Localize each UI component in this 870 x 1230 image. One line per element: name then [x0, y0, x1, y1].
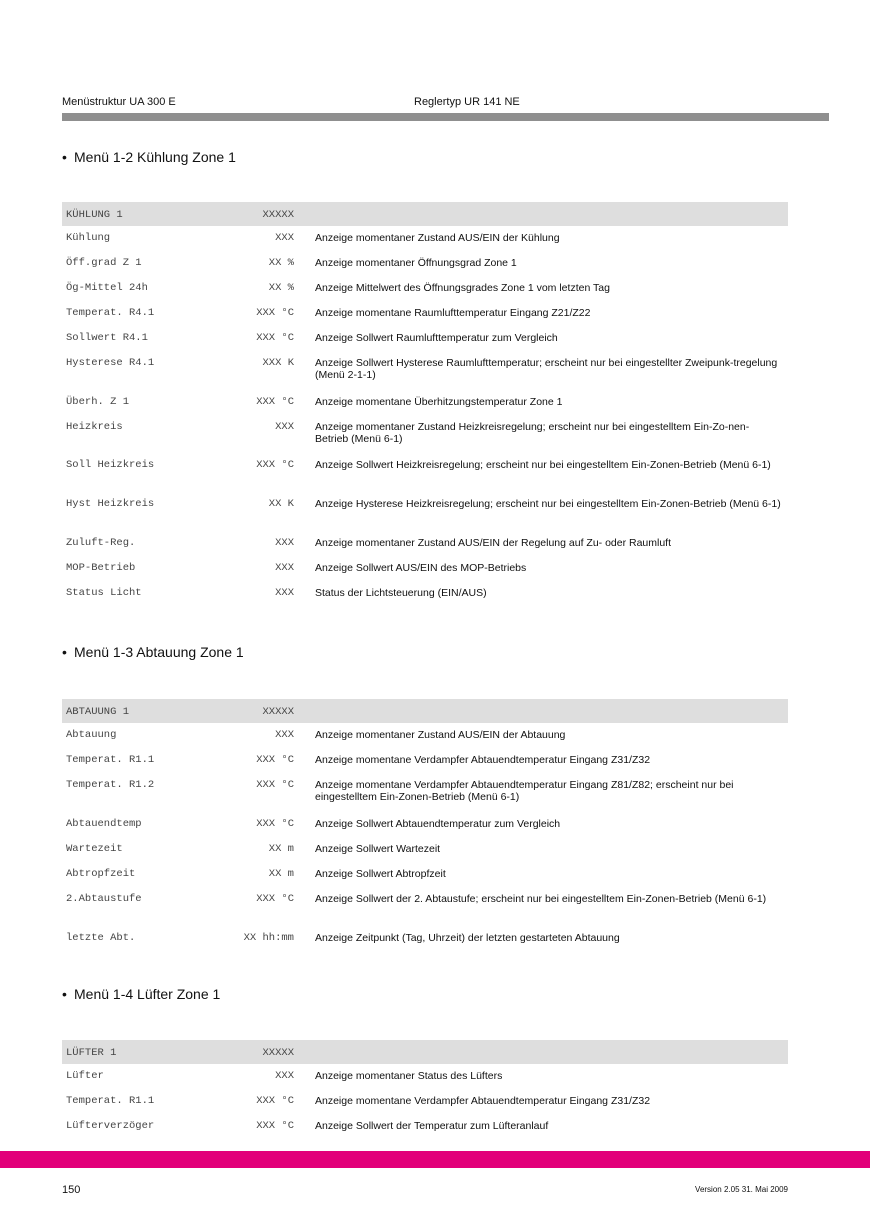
- row-description: Anzeige Sollwert Wartezeit: [315, 843, 441, 855]
- row-name: Ög-Mittel 24h: [66, 282, 148, 294]
- table-row: [62, 415, 788, 453]
- table-row: [62, 453, 788, 492]
- row-name: Abtropfzeit: [66, 868, 136, 880]
- row-value: XXX: [275, 1070, 294, 1082]
- table-header: [62, 699, 788, 723]
- row-name: Wartezeit: [66, 843, 123, 855]
- table-row: [62, 773, 788, 812]
- row-value: XXX °C: [256, 1095, 294, 1107]
- row-description: Anzeige Sollwert AUS/EIN des MOP-Betriebs: [315, 562, 527, 574]
- row-value: XXX: [275, 537, 294, 549]
- row-name: Öff.grad Z 1: [66, 257, 142, 269]
- header-name: ABTAUUNG 1: [66, 706, 130, 718]
- table-row: [62, 326, 788, 351]
- row-name: Temperat. R1.1: [66, 1095, 155, 1107]
- row-description: Anzeige Hysterese Heizkreisregelung; erscheint nur bei eingestelltem Ein-Zonen-Betrieb (Menü 6-1): [315, 498, 781, 510]
- row-description: Anzeige momentane Verdampfer Abtauendtemperatur Eingang Z31/Z32: [315, 1095, 651, 1107]
- table-row: [62, 301, 788, 326]
- table-row: [62, 812, 788, 837]
- row-name: Zuluft-Reg.: [66, 537, 136, 549]
- menu-table: [62, 699, 788, 951]
- row-name: Abtauendtemp: [66, 818, 142, 830]
- table-row: [62, 251, 788, 276]
- table-row: [62, 390, 788, 415]
- table-row: [62, 556, 788, 581]
- table-row: [62, 226, 788, 251]
- row-name: Temperat. R1.2: [66, 779, 155, 791]
- row-description: Anzeige momentaner Zustand AUS/EIN der Regelung auf Zu- oder Raumluft: [315, 537, 672, 549]
- header-center: Reglertyp UR 141 NE: [414, 96, 520, 108]
- row-name: Sollwert R4.1: [66, 332, 148, 344]
- row-description: Anzeige Sollwert Raumlufttemperatur zum Vergleich: [315, 332, 558, 344]
- row-value: XXX °C: [256, 754, 294, 766]
- table-row: [62, 276, 788, 301]
- table-row: [62, 887, 788, 926]
- row-name: Status Licht: [66, 587, 142, 599]
- row-name: Kühlung: [66, 232, 111, 244]
- row-name: Abtauung: [66, 729, 117, 741]
- row-value: XXX: [275, 562, 294, 574]
- table-header: [62, 1040, 788, 1064]
- table-row: [62, 926, 788, 951]
- row-value: XXX °C: [256, 818, 294, 830]
- table-row: [62, 748, 788, 773]
- row-name: Temperat. R4.1: [66, 307, 155, 319]
- row-value: XX m: [268, 868, 294, 880]
- row-description: Anzeige momentaner Zustand Heizkreisregelung; erscheint nur bei eingestelltem Ein-Zo-nen-Betrieb (Menü 6-1): [315, 421, 750, 445]
- row-description: Anzeige momentaner Zustand AUS/EIN der Abtauung: [315, 729, 566, 741]
- row-value: XXX: [275, 587, 294, 599]
- row-name: Lüfterverzöger: [66, 1120, 155, 1132]
- row-value: XX hh:mm: [243, 932, 294, 944]
- row-value: XX %: [268, 257, 294, 269]
- row-description: Anzeige momentane Verdampfer Abtauendtemperatur Eingang Z81/Z82; erscheint nur bei eingestelltem Ein-Zonen-Betrieb (Menü 6-1): [315, 779, 734, 803]
- table-row: [62, 862, 788, 887]
- table-row: [62, 531, 788, 556]
- row-description: Anzeige Sollwert der 2. Abtaustufe; erscheint nur bei eingestelltem Ein-Zonen-Betrieb (Menü 6-1): [315, 893, 767, 905]
- page-number: 150: [62, 1184, 81, 1196]
- header-value: XXXXX: [262, 706, 294, 718]
- table-row: [62, 1114, 788, 1139]
- header-left: Menüstruktur UA 300 E: [62, 96, 176, 108]
- section-title: • Menü 1-2 Kühlung Zone 1: [62, 149, 236, 165]
- row-value: XXX: [275, 232, 294, 244]
- row-description: Anzeige Sollwert Abtropfzeit: [315, 868, 446, 880]
- table-row: [62, 1089, 788, 1114]
- row-name: Soll Heizkreis: [66, 459, 155, 471]
- header-rule: [62, 113, 829, 121]
- row-description: Anzeige momentaner Zustand AUS/EIN der Kühlung: [315, 232, 560, 244]
- row-value: XXX: [275, 421, 294, 433]
- row-value: XXX K: [262, 357, 294, 369]
- row-value: XX K: [268, 498, 294, 510]
- row-description: Anzeige momentaner Öffnungsgrad Zone 1: [315, 257, 517, 269]
- row-value: XXX °C: [256, 779, 294, 791]
- row-name: MOP-Betrieb: [66, 562, 136, 574]
- row-description: Anzeige Sollwert Abtauendtemperatur zum Vergleich: [315, 818, 561, 830]
- row-value: XXX: [275, 729, 294, 741]
- row-value: XXX °C: [256, 459, 294, 471]
- row-value: XX m: [268, 843, 294, 855]
- row-value: XXX °C: [256, 893, 294, 905]
- row-name: Temperat. R1.1: [66, 754, 155, 766]
- row-value: XXX °C: [256, 332, 294, 344]
- table-header: [62, 202, 788, 226]
- table-row: [62, 837, 788, 862]
- row-name: letzte Abt.: [66, 932, 136, 944]
- row-description: Anzeige Mittelwert des Öffnungsgrades Zone 1 vom letzten Tag: [315, 282, 610, 294]
- row-name: Heizkreis: [66, 421, 123, 433]
- bullet-icon: •: [62, 644, 67, 660]
- menu-table: [62, 1040, 788, 1139]
- row-description: Anzeige momentane Verdampfer Abtauendtemperatur Eingang Z31/Z32: [315, 754, 651, 766]
- table-row: [62, 351, 788, 390]
- header-name: KÜHLUNG 1: [66, 209, 123, 221]
- table-row: [62, 492, 788, 531]
- table-row: [62, 581, 788, 606]
- row-name: 2.Abtaustufe: [66, 893, 142, 905]
- row-name: Hysterese R4.1: [66, 357, 155, 369]
- row-name: Hyst Heizkreis: [66, 498, 155, 510]
- row-value: XXX °C: [256, 396, 294, 408]
- row-name: Lüfter: [66, 1070, 104, 1082]
- row-description: Anzeige Sollwert der Temperatur zum Lüfteranlauf: [315, 1120, 549, 1132]
- version-info: Version 2.05 31. Mai 2009: [695, 1185, 788, 1194]
- menu-table: [62, 202, 788, 606]
- row-name: Überh. Z 1: [66, 396, 130, 408]
- row-description: Anzeige momentane Raumlufttemperatur Eingang Z21/Z22: [315, 307, 591, 319]
- header-name: LÜFTER 1: [66, 1047, 117, 1059]
- table-row: [62, 723, 788, 748]
- row-description: Status der Lichtsteuerung (EIN/AUS): [315, 587, 487, 599]
- row-description: Anzeige momentaner Status des Lüfters: [315, 1070, 503, 1082]
- row-description: Anzeige Sollwert Heizkreisregelung; erscheint nur bei eingestelltem Ein-Zonen-Betrieb (Menü 6-1): [315, 459, 771, 471]
- footer-bar: [0, 1151, 870, 1168]
- header-value: XXXXX: [262, 209, 294, 221]
- header-value: XXXXX: [262, 1047, 294, 1059]
- section-title: • Menü 1-4 Lüfter Zone 1: [62, 986, 221, 1002]
- table-row: [62, 1064, 788, 1089]
- row-description: Anzeige momentane Überhitzungstemperatur Zone 1: [315, 396, 563, 408]
- row-value: XXX °C: [256, 307, 294, 319]
- bullet-icon: •: [62, 149, 67, 165]
- row-description: Anzeige Sollwert Hysterese Raumlufttemperatur; erscheint nur bei eingestellter Zweipunk-tregelung (Menü 2-1-1): [315, 357, 778, 381]
- bullet-icon: •: [62, 986, 67, 1002]
- row-value: XXX °C: [256, 1120, 294, 1132]
- row-description: Anzeige Zeitpunkt (Tag, Uhrzeit) der letzten gestarteten Abtauung: [315, 932, 620, 944]
- row-value: XX %: [268, 282, 294, 294]
- section-title: • Menü 1-3 Abtauung Zone 1: [62, 644, 244, 660]
